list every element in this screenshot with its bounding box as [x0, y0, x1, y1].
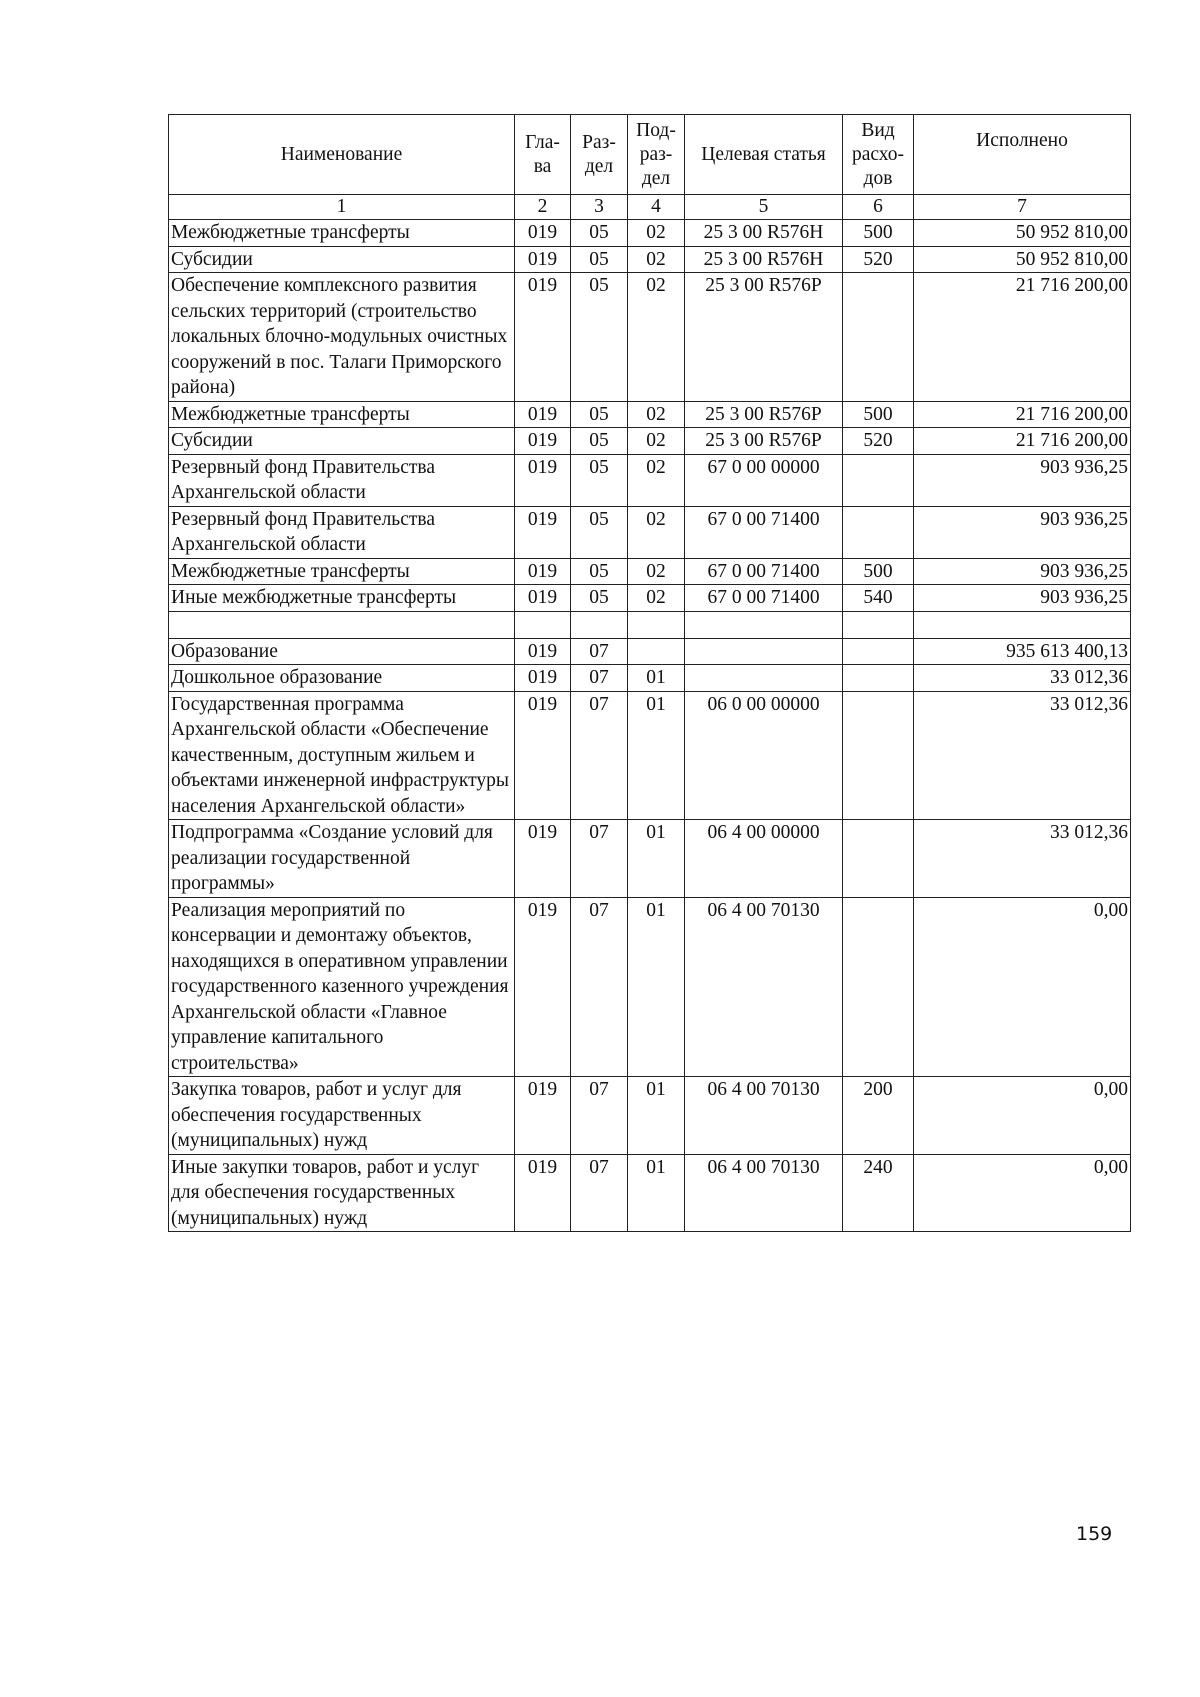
budget-execution-table — [168, 114, 1131, 1232]
row-target: 67 0 00 71400 — [685, 506, 843, 558]
table-row — [169, 1154, 1131, 1232]
row-chapter: 019 — [515, 638, 571, 665]
table-row — [169, 558, 1131, 585]
row-chapter: 019 — [515, 273, 571, 402]
row-subsection: 02 — [628, 273, 685, 402]
row-name: Образование — [169, 638, 515, 665]
row-target: 25 3 00 R576P — [685, 428, 843, 455]
row-subsection: 02 — [628, 428, 685, 455]
row-section: 05 — [571, 401, 628, 428]
row-section: 05 — [571, 273, 628, 402]
header-section: Раз- дел — [571, 115, 628, 195]
row-amount: 21 716 200,00 — [914, 401, 1131, 428]
row-name: Дошкольное образование — [169, 665, 515, 692]
row-section: 07 — [571, 691, 628, 820]
row-subsection: 02 — [628, 401, 685, 428]
row-chapter: 019 — [515, 401, 571, 428]
row-name: Подпрограмма «Создание условий для реализации государственной программы» — [169, 820, 515, 898]
row-name: Межбюджетные трансферты — [169, 220, 515, 247]
row-expense-type: 500 — [843, 220, 914, 247]
table-row — [169, 428, 1131, 455]
table-row — [169, 506, 1131, 558]
row-expense-type — [843, 454, 914, 506]
row-target: 25 3 00 R576P — [685, 401, 843, 428]
row-amount: 0,00 — [914, 1077, 1131, 1155]
table-row — [169, 611, 1131, 638]
row-amount: 903 936,25 — [914, 454, 1131, 506]
row-chapter: 019 — [515, 220, 571, 247]
row-target: 06 4 00 70130 — [685, 897, 843, 1077]
table-row — [169, 273, 1131, 402]
row-subsection: 01 — [628, 691, 685, 820]
row-amount: 33 012,36 — [914, 691, 1131, 820]
row-subsection: 02 — [628, 454, 685, 506]
header-executed: Исполнено — [914, 115, 1131, 195]
row-target: 25 3 00 R576H — [685, 220, 843, 247]
row-name: Резервный фонд Правительства Архангельской области — [169, 454, 515, 506]
row-name: Субсидии — [169, 428, 515, 455]
row-chapter: 019 — [515, 1077, 571, 1155]
row-target: 06 4 00 70130 — [685, 1154, 843, 1232]
column-number: 5 — [685, 195, 843, 220]
column-number: 2 — [515, 195, 571, 220]
row-name: Обеспечение комплексного развития сельских территорий (строительство локальных блочно-модульных очистных сооружений в пос. Талаги Приморского района) — [169, 273, 515, 402]
table-row — [169, 638, 1131, 665]
row-section: 07 — [571, 820, 628, 898]
row-section: 07 — [571, 1077, 628, 1155]
row-name: Реализация мероприятий по консервации и демонтажу объектов, находящихся в оперативном управлении государственного казенного учреждения Архангельской области «Главное управление капитального строительства» — [169, 897, 515, 1077]
row-expense-type — [843, 611, 914, 638]
row-subsection: 02 — [628, 558, 685, 585]
row-amount: 903 936,25 — [914, 558, 1131, 585]
row-name: Иные закупки товаров, работ и услуг для обеспечения государственных (муниципальных) нужд — [169, 1154, 515, 1232]
row-expense-type — [843, 273, 914, 402]
row-chapter: 019 — [515, 691, 571, 820]
row-subsection: 01 — [628, 1077, 685, 1155]
row-section: 07 — [571, 665, 628, 692]
row-name: Резервный фонд Правительства Архангельской области — [169, 506, 515, 558]
row-name: Государственная программа Архангельской области «Обеспечение качественным, доступным жильем и объектами инженерной инфраструктуры населения Архангельской области» — [169, 691, 515, 820]
row-expense-type: 500 — [843, 558, 914, 585]
row-name: Субсидии — [169, 246, 515, 273]
row-section — [571, 611, 628, 638]
table-row — [169, 246, 1131, 273]
row-chapter: 019 — [515, 454, 571, 506]
row-subsection: 02 — [628, 246, 685, 273]
row-target — [685, 611, 843, 638]
header-name: Наименование — [169, 115, 515, 195]
row-target: 67 0 00 71400 — [685, 585, 843, 612]
header-expense-type: Вид расхо- дов — [843, 115, 914, 195]
row-amount: 903 936,25 — [914, 506, 1131, 558]
row-expense-type — [843, 665, 914, 692]
row-expense-type: 200 — [843, 1077, 914, 1155]
row-chapter: 019 — [515, 558, 571, 585]
row-expense-type — [843, 638, 914, 665]
row-target: 06 4 00 00000 — [685, 820, 843, 898]
table-row — [169, 897, 1131, 1077]
row-name: Иные межбюджетные трансферты — [169, 585, 515, 612]
row-section: 07 — [571, 1154, 628, 1232]
row-target: 25 3 00 R576P — [685, 273, 843, 402]
row-section: 07 — [571, 897, 628, 1077]
row-name: Межбюджетные трансферты — [169, 558, 515, 585]
row-subsection: 02 — [628, 506, 685, 558]
header-subsection: Под- раз- дел — [628, 115, 685, 195]
column-number: 6 — [843, 195, 914, 220]
row-section: 05 — [571, 506, 628, 558]
table-row — [169, 691, 1131, 820]
row-chapter: 019 — [515, 665, 571, 692]
row-section: 05 — [571, 558, 628, 585]
row-target: 67 0 00 00000 — [685, 454, 843, 506]
column-number: 7 — [914, 195, 1131, 220]
row-chapter: 019 — [515, 428, 571, 455]
row-amount: 0,00 — [914, 1154, 1131, 1232]
row-expense-type — [843, 897, 914, 1077]
row-amount: 935 613 400,13 — [914, 638, 1131, 665]
table-row — [169, 585, 1131, 612]
row-name: Закупка товаров, работ и услуг для обеспечения государственных (муниципальных) нужд — [169, 1077, 515, 1155]
row-expense-type: 520 — [843, 428, 914, 455]
row-chapter: 019 — [515, 246, 571, 273]
row-amount: 0,00 — [914, 897, 1131, 1077]
row-section: 05 — [571, 428, 628, 455]
row-chapter — [515, 611, 571, 638]
row-subsection — [628, 611, 685, 638]
row-expense-type — [843, 506, 914, 558]
row-section: 05 — [571, 220, 628, 247]
table-row — [169, 220, 1131, 247]
table-row — [169, 454, 1131, 506]
row-subsection: 02 — [628, 220, 685, 247]
row-subsection: 02 — [628, 585, 685, 612]
row-name: Межбюджетные трансферты — [169, 401, 515, 428]
column-number: 3 — [571, 195, 628, 220]
row-target: 06 4 00 70130 — [685, 1077, 843, 1155]
row-subsection — [628, 638, 685, 665]
row-expense-type: 500 — [843, 401, 914, 428]
row-chapter: 019 — [515, 506, 571, 558]
row-section: 07 — [571, 638, 628, 665]
row-target: 67 0 00 71400 — [685, 558, 843, 585]
row-amount: 21 716 200,00 — [914, 273, 1131, 402]
row-expense-type — [843, 691, 914, 820]
row-expense-type: 520 — [843, 246, 914, 273]
row-target: 06 0 00 00000 — [685, 691, 843, 820]
table-row — [169, 820, 1131, 898]
column-number: 1 — [169, 195, 515, 220]
row-amount: 50 952 810,00 — [914, 246, 1131, 273]
row-amount: 50 952 810,00 — [914, 220, 1131, 247]
row-chapter: 019 — [515, 820, 571, 898]
row-expense-type — [843, 820, 914, 898]
row-subsection: 01 — [628, 1154, 685, 1232]
row-amount — [914, 611, 1131, 638]
header-chapter: Гла- ва — [515, 115, 571, 195]
row-chapter: 019 — [515, 1154, 571, 1232]
column-number-row — [169, 195, 1131, 220]
row-subsection: 01 — [628, 820, 685, 898]
page-number: 159 — [1076, 1523, 1113, 1545]
column-number: 4 — [628, 195, 685, 220]
row-chapter: 019 — [515, 585, 571, 612]
table-row — [169, 665, 1131, 692]
row-subsection: 01 — [628, 897, 685, 1077]
table-row — [169, 1077, 1131, 1155]
row-section: 05 — [571, 246, 628, 273]
row-section: 05 — [571, 585, 628, 612]
row-section: 05 — [571, 454, 628, 506]
header-row — [169, 115, 1131, 195]
header-target: Целевая статья — [685, 115, 843, 195]
row-amount: 903 936,25 — [914, 585, 1131, 612]
row-subsection: 01 — [628, 665, 685, 692]
row-target: 25 3 00 R576H — [685, 246, 843, 273]
row-target — [685, 638, 843, 665]
row-name — [169, 611, 515, 638]
row-amount: 21 716 200,00 — [914, 428, 1131, 455]
row-amount: 33 012,36 — [914, 665, 1131, 692]
table-row — [169, 401, 1131, 428]
row-expense-type: 540 — [843, 585, 914, 612]
row-amount: 33 012,36 — [914, 820, 1131, 898]
row-chapter: 019 — [515, 897, 571, 1077]
row-expense-type: 240 — [843, 1154, 914, 1232]
row-target — [685, 665, 843, 692]
